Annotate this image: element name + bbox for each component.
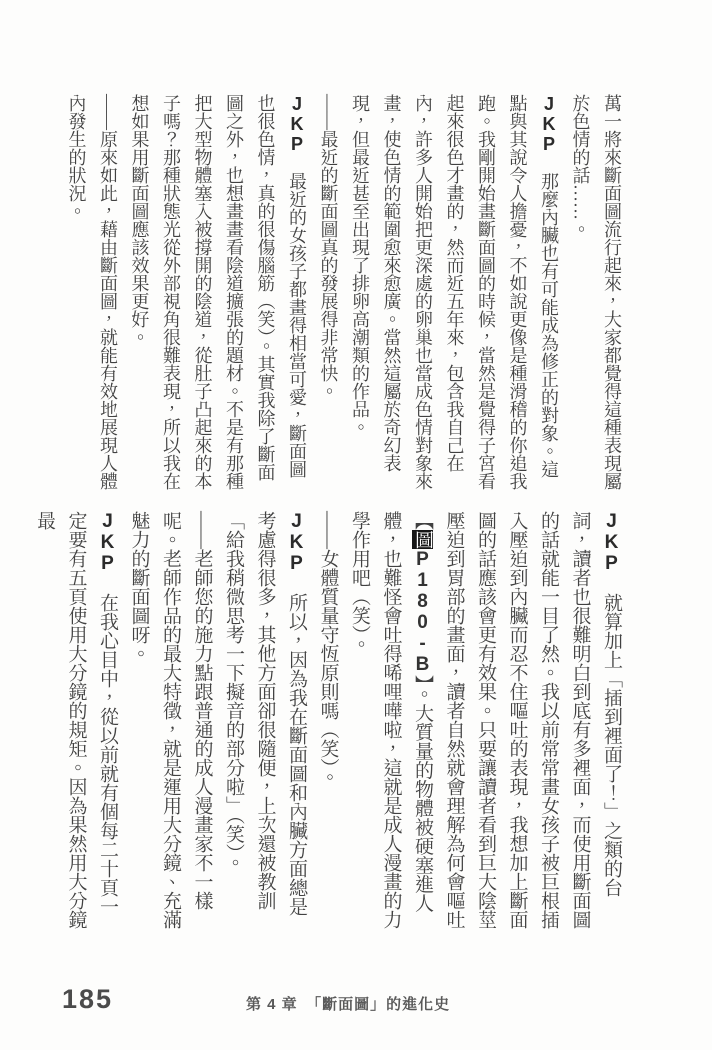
body-text: 萬一將來斷面圖流行起來，大家都覺得這種表現屬於色情的話……。 <box>570 94 622 490</box>
body-text: ——最近的斷面圖真的發展得非常快。 <box>318 94 339 400</box>
paragraph-interviewer <box>312 94 344 492</box>
figure-reference-char: 圖 <box>412 530 433 549</box>
paragraph-interviewer <box>123 511 218 932</box>
paragraph-interviewer <box>60 94 123 492</box>
body-text: 就算加上「插到裡面了！」之類的台詞，讀者也很難明白到底有多裡面，而使用斷面圖的話就能一目了然。我以前常常畫女孩子被巨根插入壓迫到內臟而忍不住嘔吐的表現，我想加上斷面圖的話應該會更有效果。只要讓讀者看到巨大陰莖壓迫到胃部的畫面，讀者自然就會理解為何會嘔吐【 <box>412 511 622 929</box>
body-text: 最近的女孩子都畫得相當可愛，斷面圖也很色情，真的很傷腦筋（笑）。其實我除了斷面圖之外，也想畫畫看陰道擴張的題材。不是有那種把大型物體塞入被撐開的陰道，從肚子凸起來的本子嗎？那種狀態光從外部視角很難表現，所以我在想如果用斷面圖應該效果更好。 <box>129 94 307 490</box>
paragraph-speaker <box>344 511 628 932</box>
interview-section-bottom <box>34 511 627 932</box>
speaker-label: JKP <box>287 94 307 154</box>
body-text: 那麼內臟也有可能成為修正的對象。這點與其說令人擔憂，不如說更像是種滑稽的你追我跑。我剛開始畫斷面圖的時候，當然是覺得子宮看起來很色才畫的，然而近五年來，包含我自己在內，許多人開始把更深處的卵巢也當成色情對象來畫，使色情的範圍愈來愈廣。當然這屬於奇幻表現，但最近甚至出現了排卵高潮類的作品。 <box>350 94 559 490</box>
speaker-label: JKP <box>539 94 559 154</box>
page-number: 185 <box>62 984 114 1014</box>
paragraph-speaker <box>123 94 312 492</box>
body-text: ——原來如此，藉由斷面圖，就能有效地展現人體內發生的狀況。 <box>66 94 118 490</box>
body-text: 所以，因為我在斷面圖和內臟方面總是考慮得很多，其他方面卻很隨便，上次還被教訓「給我稍微思考一下擬音的部分啦」（笑）。 <box>223 511 307 916</box>
body-text: 】。大質量的物體被硬塞進人體，也難怪會吐得唏哩嘩啦，這就是成人漫畫的力學作用吧（笑）。 <box>349 511 433 929</box>
body-text: 在我心目中，從以前就有個每二十頁一定要有五頁使用大分鏡的規矩。因為果然用大分鏡最 <box>34 511 118 929</box>
paragraph-speaker <box>344 94 565 492</box>
paragraph-interviewer-continuation <box>564 94 627 492</box>
speaker-label: JKP <box>286 511 307 574</box>
paragraph-speaker <box>29 511 124 932</box>
body-text: ——女體質量守恆原則嗎（笑）。 <box>317 511 339 787</box>
running-footer-chapter-title: 第 4 章 「斷面圖」的進化史 <box>246 996 451 1013</box>
paragraph-speaker <box>218 511 313 932</box>
speaker-label: JKP <box>97 511 118 574</box>
body-text: ——老師您的施力點跟普通的成人漫畫家不一樣呢。老師作品的最大特徵，就是運用大分鏡、充滿魅力的斷面圖呀。 <box>128 511 213 929</box>
interview-section-top <box>55 94 627 492</box>
figure-reference-code: P180-B <box>412 549 433 675</box>
paragraph-interviewer <box>312 511 344 932</box>
speaker-label: JKP <box>601 511 622 574</box>
